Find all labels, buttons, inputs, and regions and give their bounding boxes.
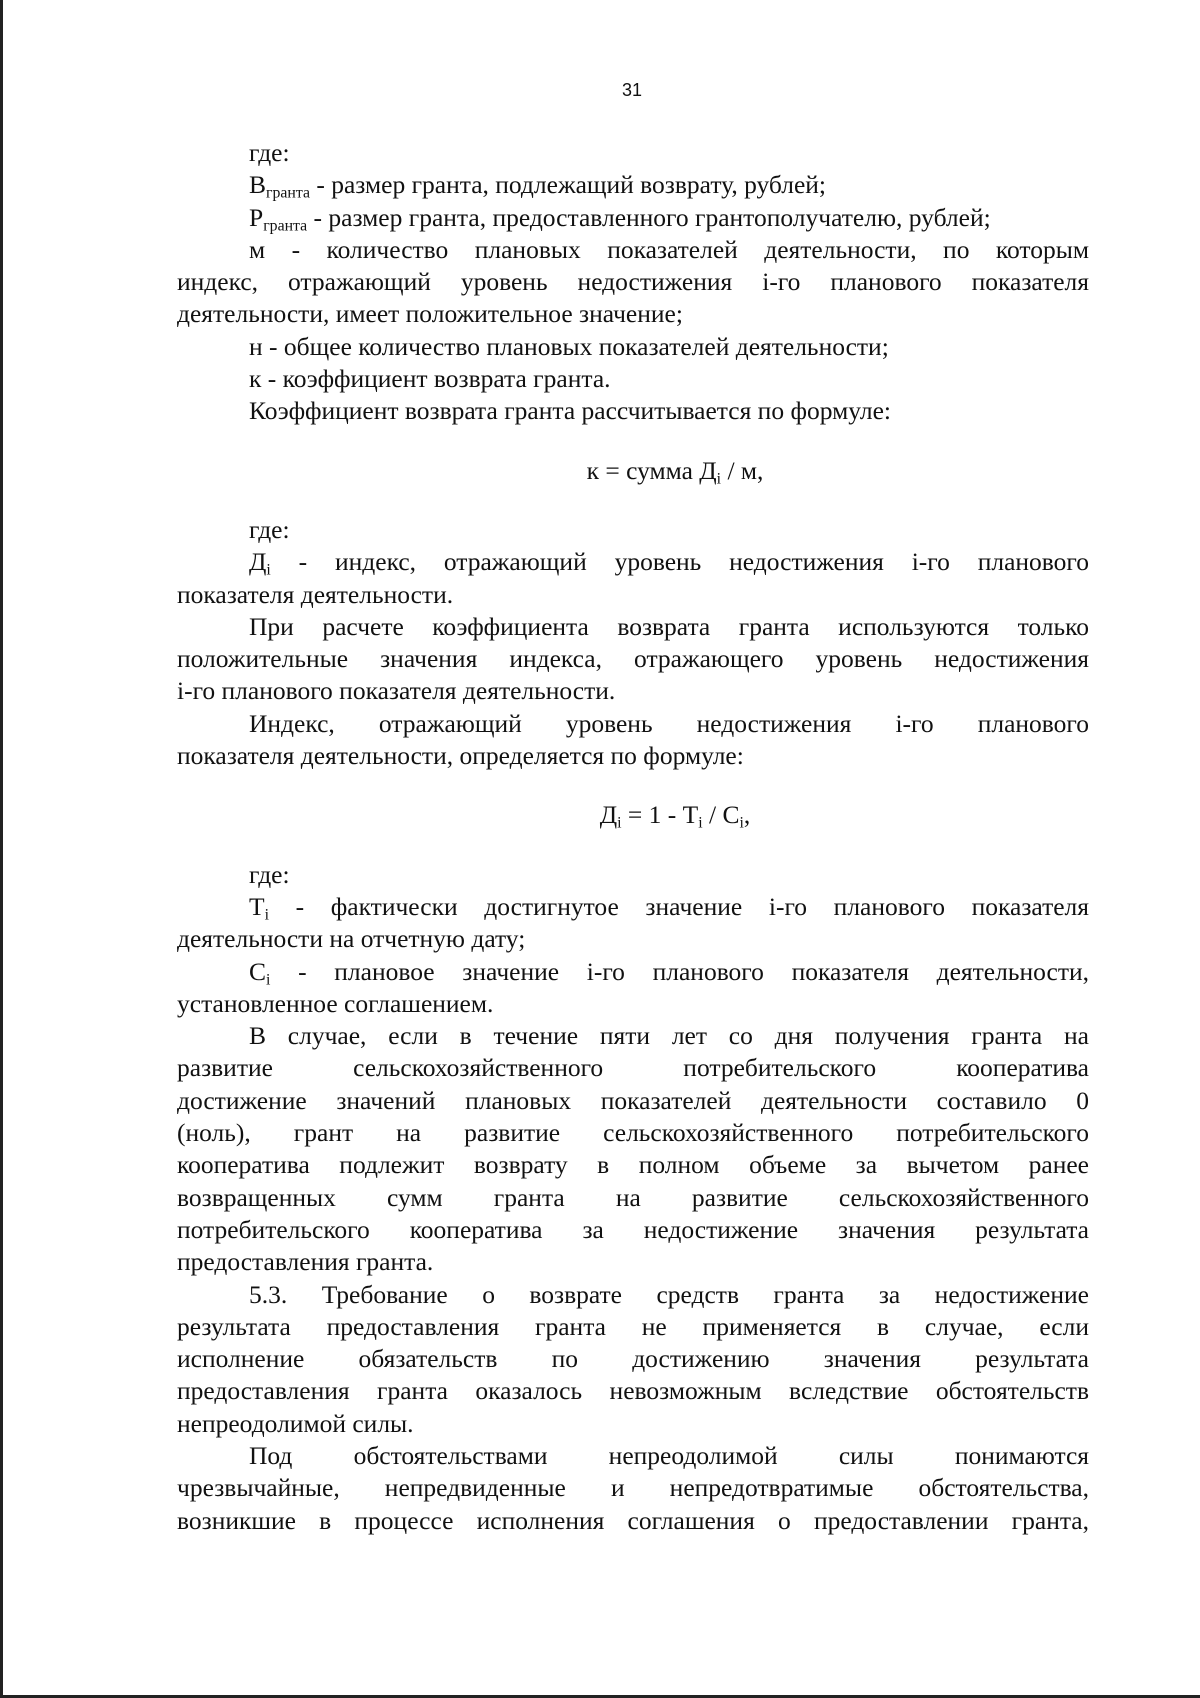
index-intro [177,708,1089,773]
paragraph-line: непреодолимой силы. [177,1408,414,1438]
subscript-granta: гранта [266,184,310,202]
definition-p-granta [177,202,1089,234]
definition-c-line: установленное соглашением. [177,988,494,1018]
definition-c-text: - плановое значение i-го планового показателя деятельности, [270,956,1089,986]
zero-achievement-paragraph [177,1020,1089,1278]
paragraph-line: результата предоставления гранта не применяется в случае, если [177,1311,1089,1341]
paragraph-line: кооператива подлежит возврату в полном объеме за вычетом ранее [177,1150,1089,1180]
where-label-3: где: [249,859,290,889]
definition-t [177,891,1089,956]
where-label-1: где: [249,138,290,167]
formula-d [177,799,1089,831]
index-intro-line: Индекс, отражающий уровень недостижения i-го планового [249,708,1089,738]
page-number: 31 [621,80,643,100]
definition-p-text: - размер гранта, предоставленного грантополучателю, рублей; [307,202,991,232]
coefficient-intro: Коэффициент возврата гранта рассчитывается по формуле: [249,396,891,426]
document-body [177,137,1089,1537]
definition-b-text: - размер гранта, подлежащий возврату, рублей; [309,170,827,200]
definition-t-line [177,891,1089,923]
index-intro-line: показателя деятельности, определяется по формуле: [177,741,744,771]
where-label-2: где: [249,514,290,544]
paragraph-line: чрезвычайные, непредвиденные и непредотвратимые обстоятельства, [177,1473,1089,1503]
subscript-i: i [716,470,722,488]
definition-t-text: - фактически достигнутое значение i-го планового показателя [268,891,1089,921]
formula-d-symbol: Д [599,800,618,830]
clause-5-3 [177,1279,1089,1440]
note-line: При расчете коэффициента возврата гранта используются только [249,611,1089,641]
symbol-d: Д [249,547,267,577]
formula-d-mid: = 1 - Т [621,800,699,830]
formula-k [177,455,1089,487]
paragraph-line: предоставления гранта. [177,1247,434,1277]
symbol-b: В [249,170,267,200]
paragraph-line: развитие сельскохозяйственного потребительского кооператива [177,1053,1089,1083]
definition-m-line: м - количество плановых показателей деятельности, по которым [249,234,1089,264]
definition-c-line [177,956,1089,988]
paragraph-line: 5.3. Требование о возврате средств гранта за недостижение [249,1279,1089,1309]
paragraph-line: возвращенных сумм гранта на развитие сельскохозяйственного [177,1182,1089,1212]
paragraph-line: исполнение обязательств по достижению значения результата [177,1344,1089,1374]
paragraph-line: потребительского кооператива за недостижение значения результата [177,1214,1089,1244]
definition-d [177,546,1089,611]
paragraph-line: (ноль), грант на развитие сельскохозяйственного потребительского [177,1118,1089,1148]
definition-b-granta [177,169,1089,201]
subscript-i: i [266,561,271,579]
formula-k-right: / м, [721,455,764,485]
note-line: положительные значения индекса, отражающего уровень недостижения [177,644,1089,674]
formula-d-slash: / С [702,800,740,830]
paragraph-line: достижение значений плановых показателей деятельности составило 0 [177,1085,1089,1115]
subscript-i: i [264,906,269,924]
definition-n: н - общее количество плановых показателей деятельности; [249,331,889,361]
definition-m-line: деятельности, имеет положительное значение; [177,299,683,329]
subscript-i: i [698,814,703,832]
scan-edge-left [0,0,3,1698]
symbol-c: С [249,956,267,986]
formula-d-end: , [743,800,751,830]
paragraph-line: возникшие в процессе исполнения соглашения о предоставлении гранта, [177,1505,1089,1535]
note-line: i-го планового показателя деятельности. [177,676,616,706]
positive-values-note [177,611,1089,708]
definition-d-line [177,546,1089,578]
subscript-i: i [266,970,271,988]
definition-k: к - коэффициент возврата гранта. [249,364,611,394]
paragraph-line: Под обстоятельствами непреодолимой силы понимаются [249,1440,1089,1470]
definition-d-text: - индекс, отражающий уровень недостижения i-го планового [270,547,1089,577]
definition-m-line: индекс, отражающий уровень недостижения i-го планового показателя [177,267,1089,297]
subscript-i: i [617,814,622,832]
subscript-i: i [739,814,744,832]
paragraph-line: В случае, если в течение пяти лет со дня получения гранта на [249,1021,1089,1051]
definition-c [177,956,1089,1021]
definition-d-line: показателя деятельности. [177,579,454,609]
symbol-t: Т [249,891,265,921]
definition-m [177,234,1089,331]
subscript-granta: гранта [263,217,308,235]
force-majeure-paragraph [177,1440,1089,1537]
formula-k-left: к = сумма Д [586,455,717,485]
paragraph-line: предоставления гранта оказалось невозможным вследствие обстоятельств [177,1376,1089,1406]
symbol-p: Р [249,202,264,232]
definition-t-line: деятельности на отчетную дату; [177,924,526,954]
